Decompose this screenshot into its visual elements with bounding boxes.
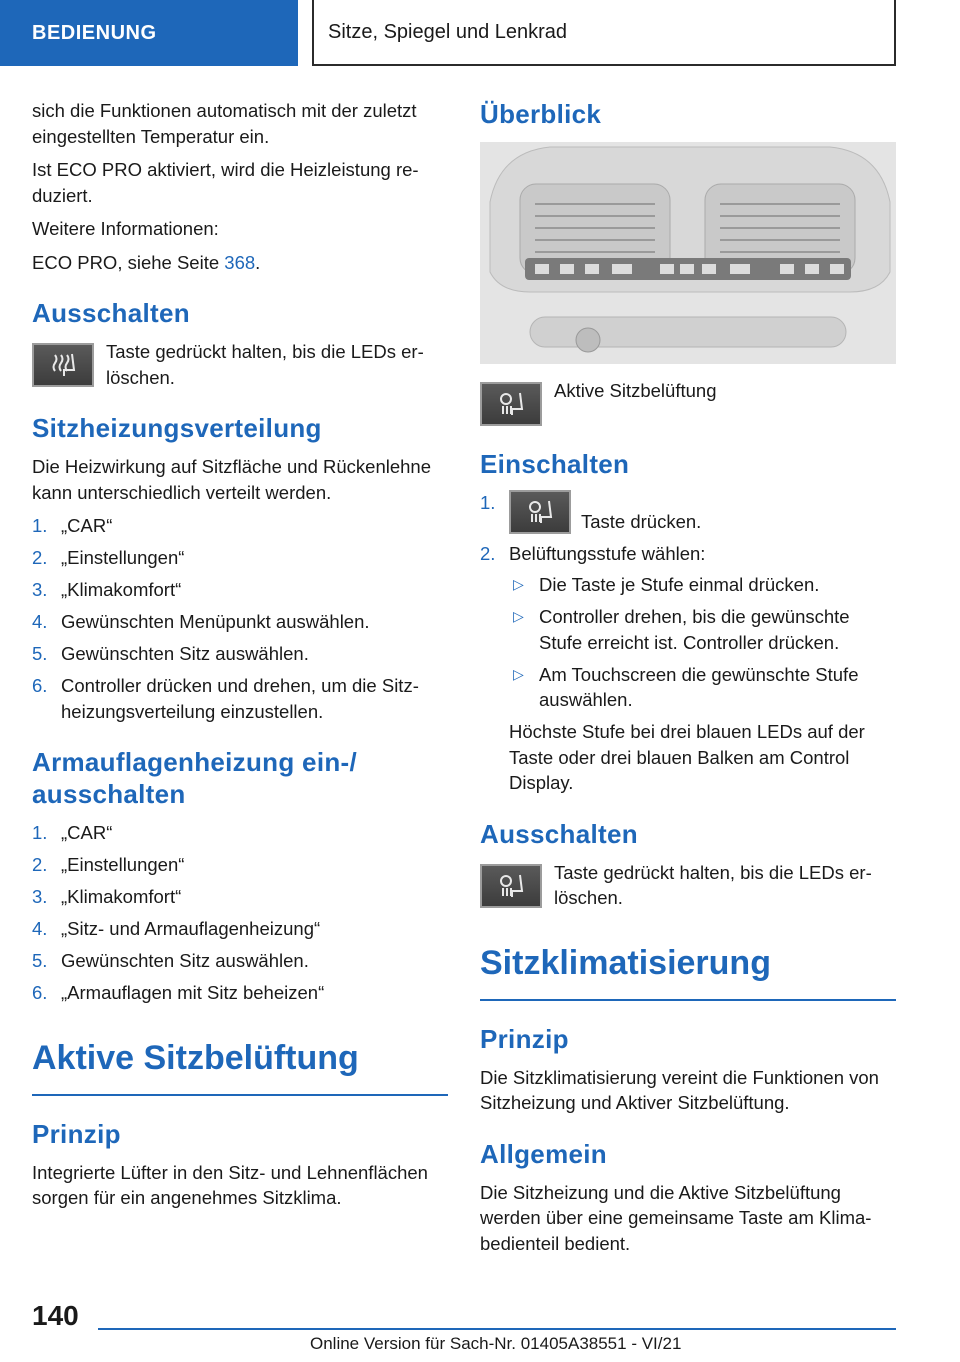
prinzip-text-right: Die Sitzklimatisierung vereint die Funktionen von Sitzheizung und Aktiver Sitzbelüftung. — [480, 1066, 879, 1113]
list-item — [32, 884, 448, 910]
sub-item-text: Die Taste je Stufe einmal drücken. — [539, 574, 820, 595]
step-number: 1. — [32, 822, 48, 843]
prinzip-heading: Prinzip — [32, 1118, 121, 1149]
online-version-text: Online Version für Sach-Nr. 01405A38551 - VI/21 — [310, 1334, 682, 1353]
list-item — [32, 820, 448, 846]
step-text: „Armauflagen mit Sitz beheizen“ — [61, 982, 325, 1003]
step-number: 2. — [32, 547, 48, 568]
list-item — [32, 673, 448, 724]
step-text: Taste drücken. — [581, 510, 702, 532]
triangle-bullet-icon: ▷ — [513, 665, 524, 682]
step-text: „Klimakomfort“ — [61, 579, 182, 600]
einschalten-heading: Einschalten — [480, 449, 630, 479]
list-item — [32, 980, 448, 1006]
chapter-title-box — [312, 0, 896, 66]
step-text: Gewünschten Sitz auswählen. — [61, 643, 309, 664]
left-column — [32, 98, 448, 1219]
sub-item-text: Controller drehen, bis die gewünschte Stufe erreicht ist. Controller drücken. — [539, 606, 850, 653]
armauflage-steps — [32, 820, 448, 1006]
sub-list-item — [509, 604, 896, 655]
right-column — [480, 98, 896, 1264]
step-text: Gewünschten Menüpunkt auswählen. — [61, 611, 370, 632]
step-text: „Sitz- und Armauflagenheizung“ — [61, 918, 321, 939]
eco-pro-ref-period: . — [255, 251, 261, 273]
chapter-title: Sitze, Spiegel und Lenkrad — [328, 20, 568, 43]
verteilung-heading: Sitzheizungsverteilung — [32, 413, 322, 443]
ausschalten-text: Taste gedrückt halten, bis die LEDs erlöschen. — [106, 341, 424, 388]
prinzip-text: Integrierte Lüfter in den Sitz- und Lehnenflächen sorgen für ein angenehmes Sitzklima. — [32, 1161, 428, 1208]
icon-caption-row — [480, 378, 896, 426]
seat-heating-icon — [32, 343, 94, 387]
step-text: „Einstellungen“ — [61, 547, 185, 568]
triangle-bullet-icon: ▷ — [513, 608, 524, 624]
icon-caption: Aktive Sitzbelüftung — [554, 380, 717, 401]
intro-paragraph-4 — [32, 250, 448, 276]
step-text: „Einstellungen“ — [61, 854, 185, 875]
step-number: 4. — [32, 611, 48, 632]
section-tab — [0, 0, 298, 66]
belueftung-section-title: Aktive Sitzbelüftung — [32, 1036, 448, 1096]
seat-ventilation-icon — [509, 490, 571, 534]
ausschalten-heading-right: Ausschalten — [480, 818, 638, 849]
step-number: 1. — [32, 515, 48, 536]
step-number: 2. — [480, 542, 496, 564]
prinzip-heading-right: Prinzip — [480, 1023, 569, 1054]
list-item — [32, 916, 448, 942]
step-number: 3. — [32, 886, 48, 907]
sub-list-item — [509, 662, 896, 713]
armauflage-heading: Armauflagenheizung ein-/ ausschalten — [32, 747, 358, 809]
intro-paragraph-2: Ist ECO PRO aktiviert, wird die Heizleistung reduziert. — [32, 159, 419, 206]
section-label: BEDIENUNG — [32, 21, 157, 44]
step-text: Controller drücken und drehen, um die Sitzheizungsverteilung einzustellen. — [61, 675, 419, 722]
allgemein-text: Die Sitzheizung und die Aktive Sitzbelüftung werden über eine gemeinsame Taste am Klimabedienteil bedient. — [480, 1181, 872, 1254]
ausschalten-row-right — [480, 860, 896, 911]
ueberblick-heading: Überblick — [480, 99, 602, 129]
klima-section-title: Sitzklimatisierung — [480, 941, 896, 1001]
step-number: 6. — [32, 982, 48, 1003]
page-number: 140 — [32, 1300, 79, 1331]
ausschalten-text-right: Taste gedrückt halten, bis die LEDs erlöschen. — [554, 861, 872, 908]
step-number: 6. — [32, 675, 48, 696]
page-link-368[interactable]: 368 — [224, 251, 256, 273]
list-item — [480, 490, 896, 534]
step-text: „CAR“ — [61, 822, 113, 843]
intro-paragraph-1: sich die Funktionen automatisch mit der zuletzt eingestellten Temperatur ein. — [32, 100, 417, 147]
list-item — [480, 541, 896, 796]
step-number: 5. — [32, 950, 48, 971]
list-item — [32, 948, 448, 974]
step-number: 3. — [32, 579, 48, 600]
climate-panel-photo — [480, 142, 896, 364]
list-item — [32, 852, 448, 878]
sub-list-item — [509, 572, 896, 598]
step-text: Belüftungsstufe wählen: — [509, 542, 706, 564]
ausschalten-row — [32, 339, 448, 390]
sub-list — [509, 572, 896, 713]
footer-divider — [98, 1328, 896, 1330]
verteilung-text: Die Heizwirkung auf Sitzfläche und Rückenlehne kann unterschiedlich verteilt werden. — [32, 456, 431, 503]
list-item — [32, 545, 448, 571]
seat-ventilation-icon — [480, 864, 542, 908]
list-item — [32, 609, 448, 635]
triangle-bullet-icon: ▷ — [513, 576, 524, 592]
step-number: 1. — [480, 492, 496, 513]
step-text: „Klimakomfort“ — [61, 886, 182, 907]
step-number: 2. — [32, 854, 48, 875]
step-number: 5. — [32, 643, 48, 664]
einschalten-steps — [480, 490, 896, 796]
step-text: Gewünschten Sitz auswählen. — [61, 950, 309, 971]
intro-paragraph-3: Weitere Informationen: — [32, 218, 219, 239]
step-text: „CAR“ — [61, 515, 113, 536]
allgemein-heading: Allgemein — [480, 1138, 607, 1169]
seat-ventilation-icon — [480, 382, 542, 426]
step-number: 4. — [32, 918, 48, 939]
hoechste-stufe-text: Höchste Stufe bei drei blauen LEDs auf der Taste oder drei blauen Balken am Control Display. — [509, 721, 865, 793]
ausschalten-heading: Ausschalten — [32, 298, 190, 328]
sub-item-text: Am Touchscreen die gewünschte Stufe auswählen. — [539, 663, 859, 710]
verteilung-steps — [32, 513, 448, 724]
list-item — [32, 513, 448, 539]
list-item — [32, 577, 448, 603]
list-item — [32, 641, 448, 667]
eco-pro-ref-text: ECO PRO, siehe Seite — [32, 251, 225, 273]
